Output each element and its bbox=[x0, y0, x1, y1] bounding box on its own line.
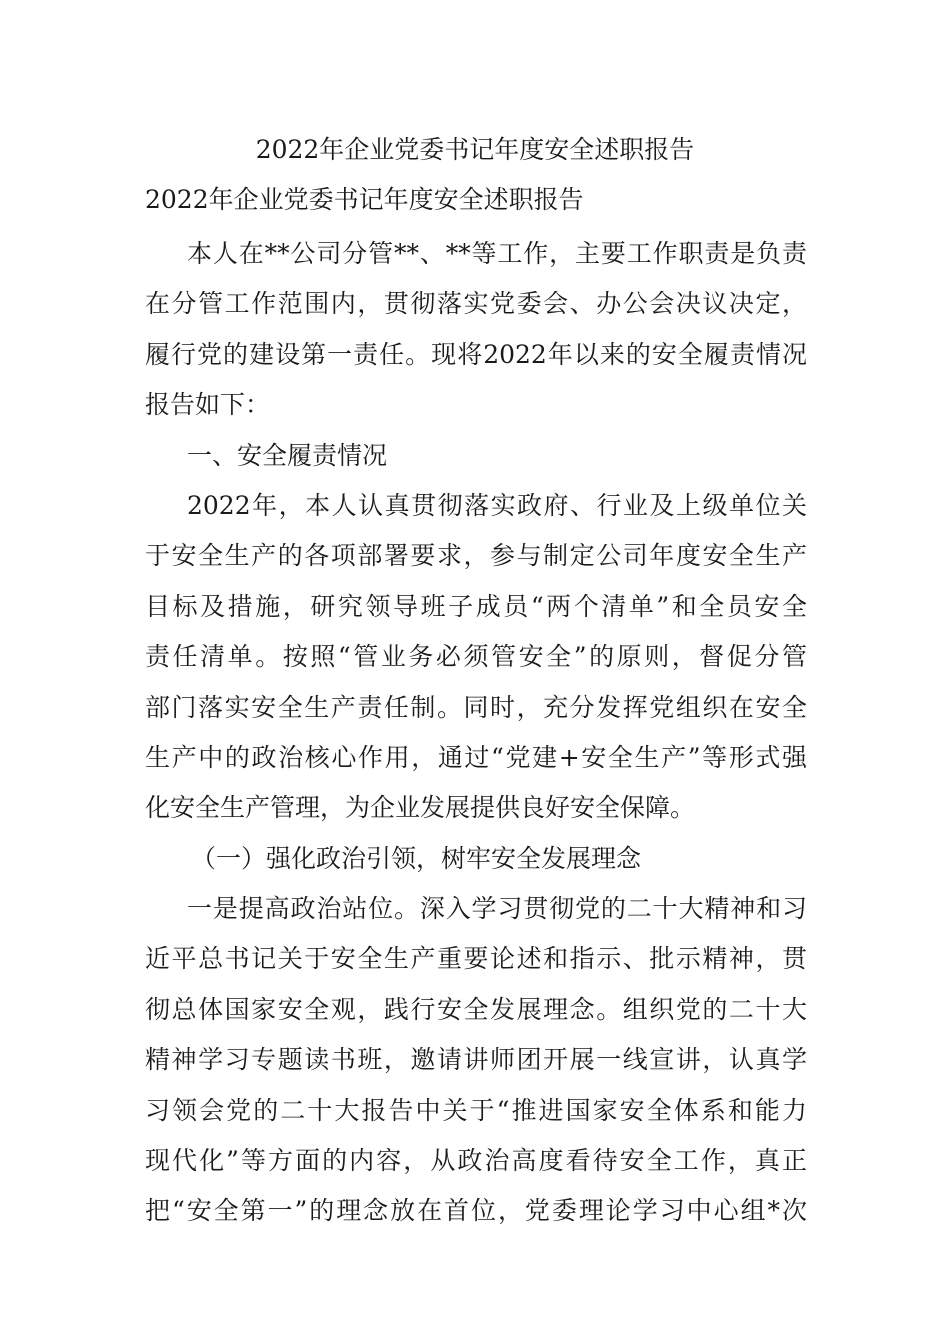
paragraph-line: 把“安全第一”的理念放在首位，党委理论学习中心组*次 bbox=[145, 1196, 807, 1226]
paragraph-line: 精神学习专题读书班，邀请讲师团开展一线宣讲，认真学 bbox=[145, 1045, 807, 1075]
document-subtitle: 2022年企业党委书记年度安全述职报告 bbox=[145, 185, 584, 214]
paragraph-line: 一是提高政治站位。深入学习贯彻党的二十大精神和习 bbox=[187, 894, 807, 924]
paragraph-line: 本人在**公司分管**、**等工作，主要工作职责是负责 bbox=[187, 239, 807, 268]
paragraph-line: 目标及措施，研究领导班子成员“两个清单”和全员安全 bbox=[145, 591, 807, 621]
paragraph-line: 彻总体国家安全观，践行安全发展理念。组织党的二十大 bbox=[145, 994, 807, 1024]
paragraph-line: 生产中的政治核心作用，通过“党建+安全生产”等形式强 bbox=[145, 742, 807, 772]
paragraph-line: 部门落实安全生产责任制。同时，充分发挥党组织在安全 bbox=[145, 692, 807, 722]
paragraph-line: 于安全生产的各项部署要求，参与制定公司年度安全生产 bbox=[145, 541, 807, 571]
paragraph-line: 近平总书记关于安全生产重要论述和指示、批示精神，贯 bbox=[145, 944, 807, 974]
paragraph-line: 习领会党的二十大报告中关于“推进国家安全体系和能力 bbox=[145, 1095, 807, 1125]
paragraph-line: 现代化”等方面的内容，从政治高度看待安全工作，真正 bbox=[145, 1146, 807, 1176]
subsection-heading: （一）强化政治引领，树牢安全发展理念 bbox=[191, 843, 642, 873]
paragraph-line: 2022年，本人认真贯彻落实政府、行业及上级单位关 bbox=[187, 490, 807, 520]
section-heading: 一、安全履责情况 bbox=[187, 440, 388, 470]
paragraph-line: 在分管工作范围内，贯彻落实党委会、办公会决议决定， bbox=[145, 289, 807, 319]
document-title: 2022年企业党委书记年度安全述职报告 bbox=[255, 135, 695, 164]
document-body bbox=[145, 229, 807, 1237]
paragraph-line: 化安全生产管理，为企业发展提供良好安全保障。 bbox=[145, 793, 696, 823]
paragraph-line: 履行党的建设第一责任。现将2022年以来的安全履责情况 bbox=[145, 339, 807, 369]
paragraph-line: 报告如下： bbox=[145, 390, 271, 420]
paragraph-line: 责任清单。按照“管业务必须管安全”的原则，督促分管 bbox=[145, 642, 807, 672]
